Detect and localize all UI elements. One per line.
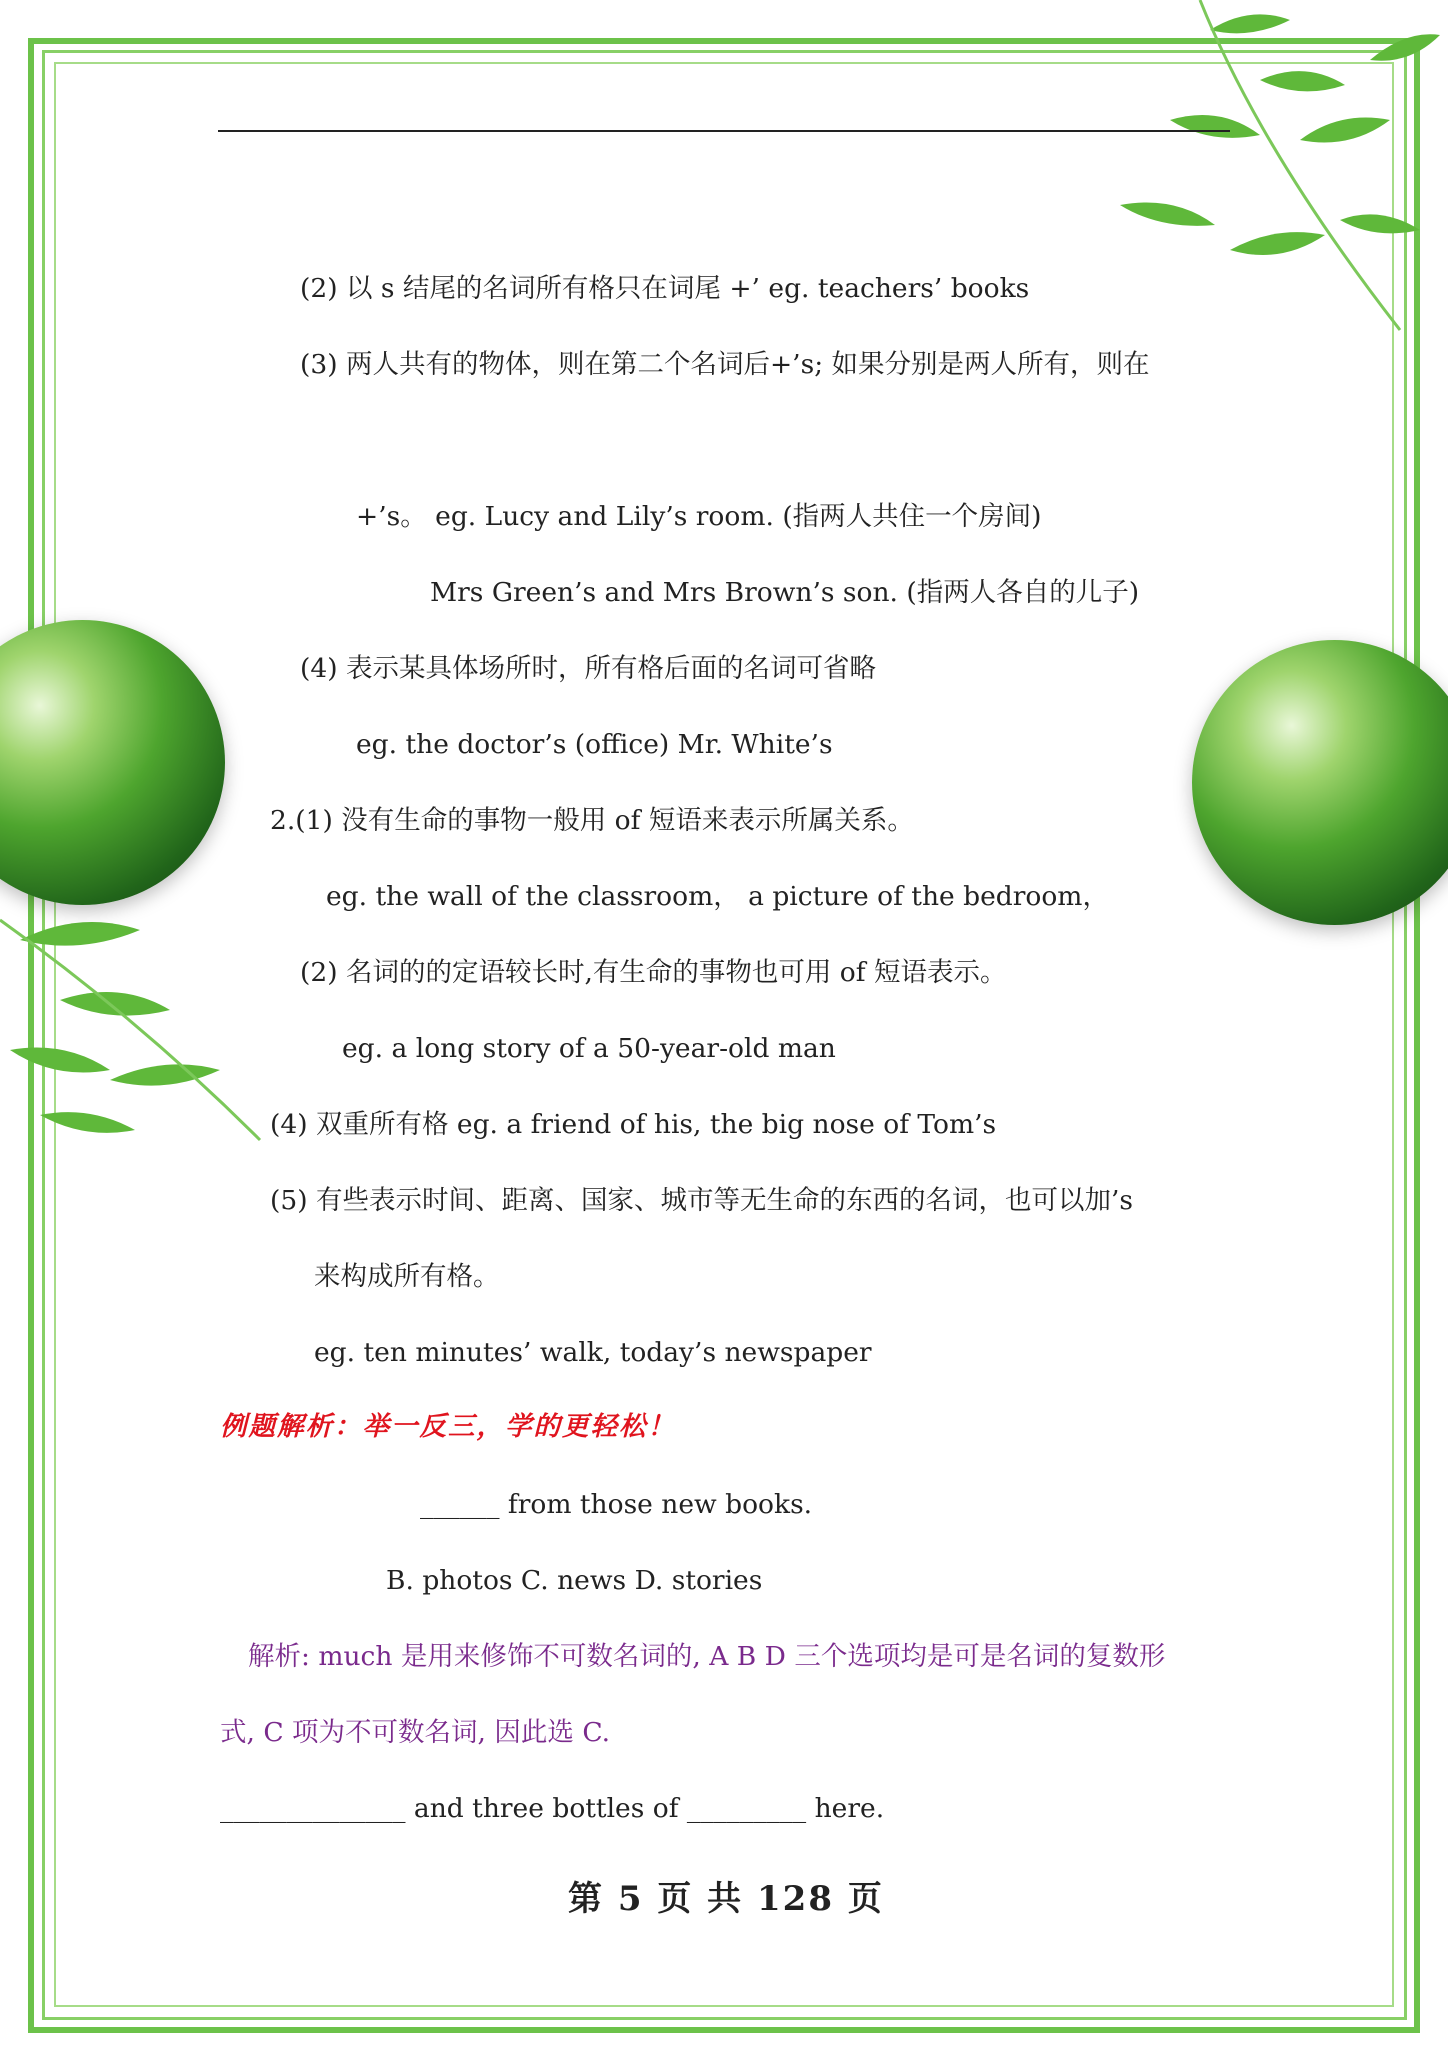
text-line: 来构成所有格。 [314,1261,500,1292]
text-line: +’s。 eg. Lucy and Lily’s room. (指两人共住一个房间) [356,501,1042,532]
analysis-line-2: 式, C 项为不可数名词, 因此选 C. [220,1717,611,1748]
text-line: (2) 以 s 结尾的名词所有格只在词尾 +’ eg. teachers’ books [300,273,1030,304]
example-section-heading: 例题解析：举一反三，学的更轻松！ [220,1411,676,1442]
header-rule [218,130,1230,132]
text-line: eg. the wall of the classroom， a picture of the bedroom， [326,881,1109,912]
text-line: (4) 双重所有格 eg. a friend of his, the big nose of Tom’s [270,1109,997,1140]
text-line: eg. the doctor’s (office) Mr. White’s [356,729,833,760]
question-1-options: B. photos C. news D. stories [386,1565,763,1596]
page-number-footer: 第 5 页 共 128 页 [568,1879,884,1919]
text-line: 2.(1) 没有生命的事物一般用 of 短语来表示所属关系。 [270,805,914,836]
text-line: (2) 名词的的定语较长时,有生命的事物也可用 of 短语表示。 [300,957,1007,988]
text-line: (5) 有些表示时间、距离、国家、城市等无生命的东西的名词，也可以加’s [270,1185,1133,1216]
text-line: Mrs Green’s and Mrs Brown’s son. (指两人各自的儿子) [430,577,1140,608]
question-1-line: ______ from those new books. [420,1489,813,1520]
bamboo-leaves-left-icon [0,880,300,1160]
question-2-line: ______________ and three bottles of _________ here. [220,1793,885,1824]
text-line: (3) 两人共有的物体，则在第二个名词后+’s; 如果分别是两人所有，则在 [300,349,1150,380]
text-line: eg. ten minutes’ walk, today’s newspaper [314,1337,872,1368]
text-line: eg. a long story of a 50-year-old man [342,1033,836,1064]
analysis-line-1: 解析: much 是用来修饰不可数名词的, A B D 三个选项均是可是名词的复数形 [248,1641,1166,1672]
text-line: (4) 表示某具体场所时，所有格后面的名词可省略 [300,653,876,684]
bamboo-leaves-top-right-icon [1040,0,1448,340]
